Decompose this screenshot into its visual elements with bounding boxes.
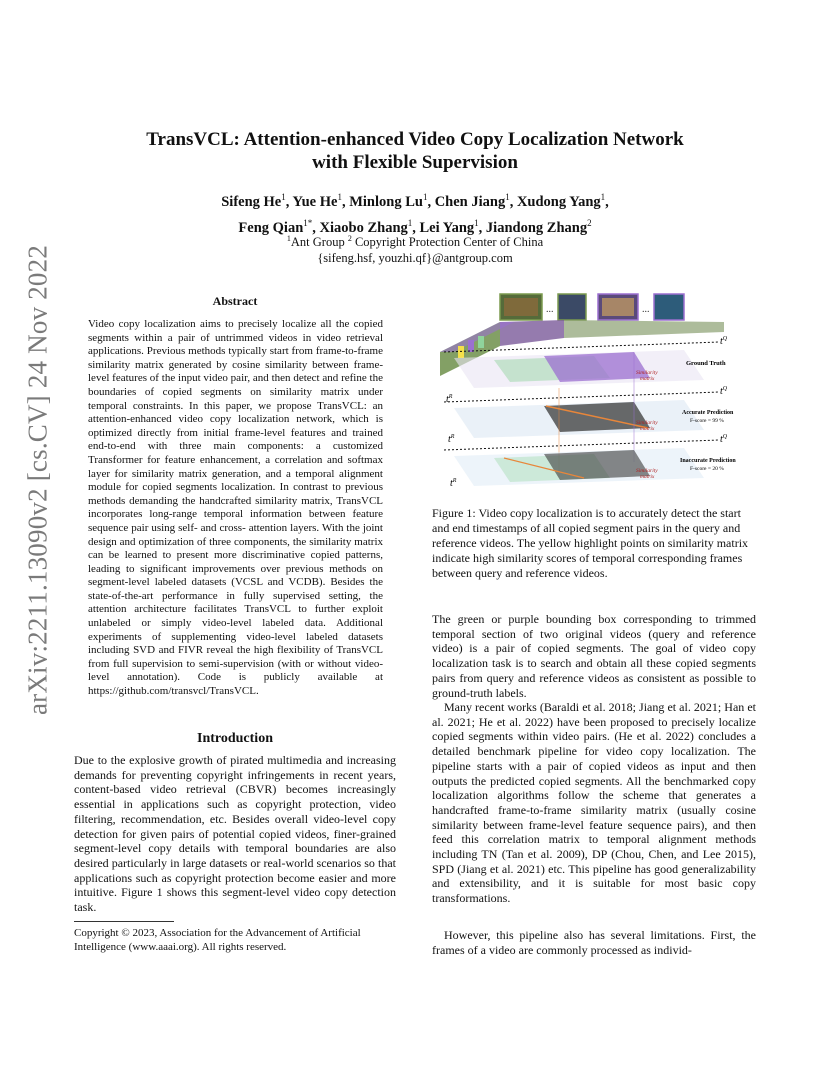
author: Minlong Lu$^1$, <box>349 192 435 210</box>
introduction-heading: Introduction <box>197 731 273 746</box>
matrix-label-3a: Similarity <box>636 468 658 474</box>
copyright-footnote: Copyright © 2023, Association for the Advancement of Artificial Intelligence (www.aaai.org). All rights reserved. <box>74 927 361 953</box>
title-line-2: with Flexible Supervision <box>312 152 518 173</box>
title-line-1: TransVCL: Attention-enhanced Video Copy Localization Network <box>146 129 684 150</box>
author: Xudong Yang$^1$, <box>516 192 609 210</box>
matrix-label-1b: matrix <box>640 376 655 382</box>
introduction-text: Due to the explosive growth of pirated multimedia and increasing demands for preventing copyright infringements in recent years, content-based video retrieval (CBVR) becomes increasingly essential in applications such as copyright protection, video filtering, recommendation, etc. Besides overall video-level copy detection for given pairs of potential copied videos, finer-grained segment-level copy details with temporal boundaries are also desired particularly in large datasets or real-world scenarios so that applications such as copyright protection become easier and more intuitive. Figure 1 shows this segment-level video copy detection task. <box>74 753 396 915</box>
figure-1-diagram <box>434 292 756 490</box>
author: Sifeng He$^1$, <box>221 192 293 210</box>
abstract-heading: Abstract <box>212 294 258 308</box>
body-paragraph: The green or purple bounding box corresponding to trimmed temporal section of two original videos (query and reference video) is a pair of copied segments. The goal of video copy localization task is to search and obtain all these copied segments pairs from query and reference videos as consistent as possible to ground-truth labels. <box>432 612 756 700</box>
author: Yue He$^1$, <box>292 192 350 210</box>
affiliation-orgs: $^1$Ant Group $^2$ Copyright Protection Center of China <box>286 234 544 250</box>
author: Chen Jiang$^1$, <box>434 192 517 210</box>
frame-ellipsis-1: ... <box>546 304 554 315</box>
frame-strip-top <box>500 294 684 320</box>
matrix-label-1a: Similarity <box>636 370 658 376</box>
figure-1-caption: Figure 1: Video copy localization is to accurately detect the start and end timestamps of all copied segment pairs in the query and reference videos. The yellow highlight points on similarity matrix indicate high similarity scores of temporal corresponding frames between query and reference videos. <box>432 506 749 580</box>
paper-title <box>60 128 770 174</box>
axis-q-label-3: $t^Q$ <box>720 434 728 445</box>
body-paragraph: Many recent works (Baraldi et al. 2018; Jiang et al. 2021; Han et al. 2021; He et al. 2022) have been proposed to precisely localize copied segments within video pairs. (He et al. 2022) concludes a detailed benchmark pipeline for video copy localization. The pipeline starts with a pair of copied videos as input and then outputs the predicted copied segments. All the benchmarked copy localization algorithms follow the scheme that generates a handcrafted frame-to-frame similarity matrix (usually cosine similarity between frame-level feature sequence pairs), and then feed this correlation matrix to temporal alignment methods including TN (Tan et al. 2009), DP (Chou, Chen, and Lee 2015), SPD (Jiang et al. 2021) etc. This pipeline has good generalizability and extensibility, and it is suitable for most basic copy transformations. <box>432 700 756 906</box>
abstract-text: Video copy localization aims to precisely localize all the copied segments within a pair of untrimmed videos in video retrieval applications. Previous methods typically start from frame-to-frame similarity matrix generated by cosine similarity between frame-level features of the input video pair, and then detect and refine the boundaries of copied segments on similarity matrix under temporal constraints. In this paper, we propose TransVCL: an attention-enhanced video copy localization network, which is optimized directly from initial frame-level features and trained end-to-end with three main components: a customized Transformer for feature enhancement, a correlation and softmax layer for similarity matrix generation, and a temporal alignment module for copied segments localization. In contrast to previous methods demanding the handcrafted similarity matrix, TransVCL incorporates long-range temporal information between feature sequence pair using self- and cross- attention layers. With the joint design and optimization of three components, the similarity matrix can be learned to present more discriminative copied patterns, leading to significant improvements over previous methods on segment-level labeled datasets (VCSL and VCDB). Besides the state-of-the-art performance in fully supervised setting, the attention architecture facilitates TransVCL to further exploit unlabeled or simply video-level labeled data. Additional experiments of supplementing video-level labeled datasets including SVD and FIVR reveal the high flexibility of TransVCL from full supervision to semi-supervision (with or without video-level annotation). Code is publicly available at https://github.com/transvcl/TransVCL. <box>88 318 383 698</box>
axis-q-label-2: $t^Q$ <box>720 386 728 397</box>
axis-q-label-1: $t^Q$ <box>720 336 728 347</box>
inaccurate-prediction-title: Inaccurate Prediction <box>680 458 736 464</box>
matrix-label-2a: Similarity <box>636 420 658 426</box>
affiliations <box>60 231 770 266</box>
axis-r-label-2: $t^R$ <box>448 434 455 445</box>
figure-1 <box>434 292 756 490</box>
arxiv-id: arXiv:2211.13090v2 [cs.CV] 24 Nov 2022 <box>22 244 53 716</box>
author: Feng Qian$^{1*}$, <box>238 217 320 236</box>
author-emails: {sifeng.hsf, youzhi.qf}@antgroup.com <box>317 251 513 266</box>
layer-ground-truth <box>454 350 704 388</box>
axis-r-label-3: $t^R$ <box>450 478 457 489</box>
ground-truth-label: Ground Truth <box>686 360 726 367</box>
axis-r-label-1: $t^R$ <box>446 394 453 405</box>
accurate-prediction-score: F-score = 99 % <box>690 418 724 424</box>
matrix-label-3b: matrix <box>640 474 655 480</box>
author: Jiandong Zhang$^2$ <box>485 217 592 236</box>
arxiv-stamp <box>22 244 54 716</box>
author: Lei Yang$^1$, <box>419 217 486 236</box>
body-paragraph: However, this pipeline also has several limitations. First, the frames of a video are commonly processed as individ- <box>432 928 756 957</box>
layer-inaccurate <box>454 448 704 486</box>
footnote-rule <box>74 921 174 922</box>
inaccurate-prediction-score: F-score = 20 % <box>690 466 724 472</box>
frame-ellipsis-2: ... <box>642 304 650 315</box>
accurate-prediction-title: Accurate Prediction <box>682 410 734 416</box>
author-line-1 <box>60 187 770 213</box>
matrix-label-2b: matrix <box>640 426 655 432</box>
author: Xiaobo Zhang$^1$, <box>319 217 420 236</box>
